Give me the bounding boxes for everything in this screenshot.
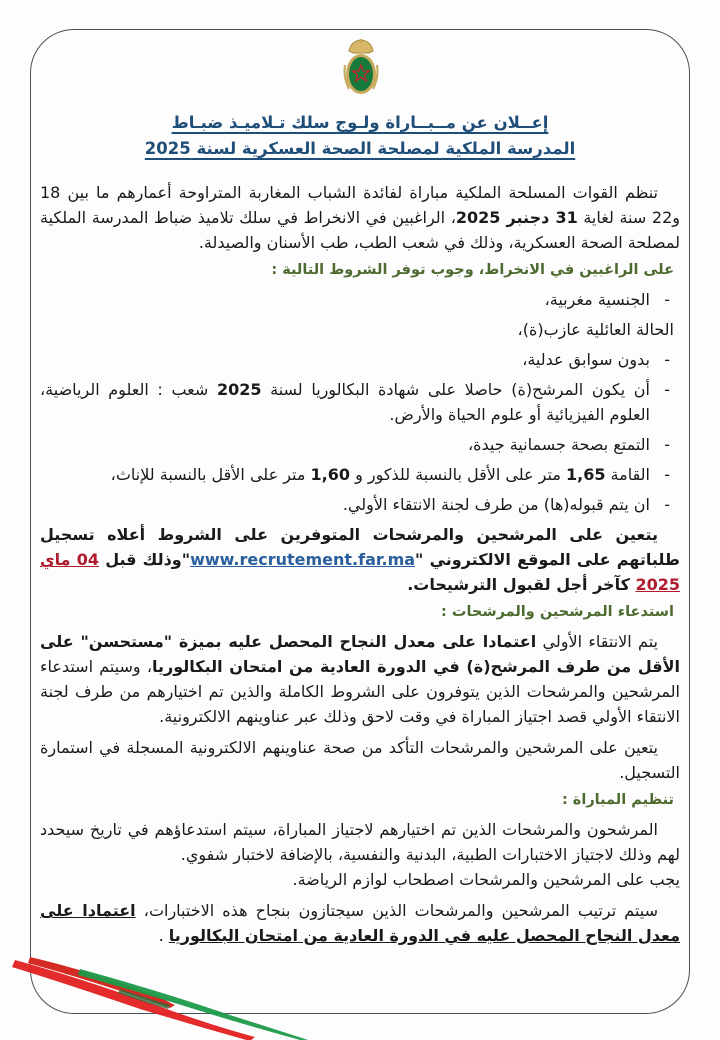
ranking-text: سيتم ترتيب المرشحين والمرشحات الذين سيجتازون بنجاح هذه الاختبارات، — [135, 901, 658, 920]
recruitment-website-link[interactable]: www.recrutement.far.ma — [190, 550, 416, 569]
condition-text: القامة — [605, 465, 650, 484]
announcement-body — [40, 180, 680, 948]
height-female: 1,60 — [310, 465, 351, 484]
condition-text: شعب : العلوم الرياضية، العلوم الفيزيائية أو علوم الحياة والأرض. — [40, 380, 650, 424]
ranking-text: . — [158, 926, 169, 945]
deadline-date: 04 ماي 2025 — [40, 550, 680, 594]
ranking-criteria: اعتمادا على معدل النجاح المحصل عليه في الدورة العادية من امتحان البكالوريا — [40, 901, 680, 945]
sports-gear-paragraph: يجب على المرشحين والمرشحات اصطحاب لوازم الرياضة. — [292, 870, 680, 889]
condition-item — [40, 377, 674, 427]
bullet-dash: - — [664, 435, 670, 454]
ranking-paragraph — [40, 898, 680, 948]
bac-year: 2025 — [216, 380, 262, 399]
condition-text: التمتع بصحة جسمانية جيدة، — [467, 435, 650, 454]
registration-text: "وذلك قبل — [99, 550, 191, 569]
registration-text: يتعين على المرشحين والمرشحات المتوفرين على الشروط أعلاه تسجيل طلباتهم على الموقع الالكتروني " — [40, 525, 680, 569]
intro-paragraph — [40, 180, 680, 255]
condition-item — [40, 287, 674, 312]
age-limit-date: 31 دجنبر 2025 — [455, 208, 578, 227]
organization-heading: تنظيم المباراة : — [561, 792, 674, 808]
bullet-dash: - — [664, 350, 670, 369]
morocco-flag-brush-icon — [10, 955, 310, 1040]
title-line-2: المدرسة الملكية لمصلحة الصحة العسكرية لسنة 2025 — [144, 139, 576, 158]
title-line-1: إعــلان عن مــبــاراة ولـوج سلك تـلاميـذ ضبـاط — [171, 113, 549, 132]
condition-text: الحالة العائلية عازب(ة)، — [517, 320, 674, 339]
condition-text: بدون سوابق عدلية، — [522, 350, 650, 369]
condition-item — [40, 317, 674, 342]
condition-text: ان يتم قبوله(ها) من طرف لجنة الانتقاء الأولي. — [342, 495, 650, 514]
bullet-dash: - — [664, 380, 670, 399]
condition-text: متر على الأقل بالنسبة للذكور و — [350, 465, 566, 484]
intro-text-2: ، الراغبين في الانخراط في سلك تلاميذ ضباط المدرسة الملكية لمصلحة الصحة العسكرية، وذلك في شعب الطب، طب الأسنان والصيدلة. — [40, 208, 680, 252]
registration-text: كآخر أجل لقبول الترشيحات. — [407, 575, 636, 594]
condition-item — [40, 432, 674, 457]
intro-text: تنظم القوات المسلحة الملكية مباراة لفائدة الشباب المغاربة المتراوحة أعمارهم ما بين 18 و22 سنة لغاية — [40, 183, 681, 227]
conditions-list — [40, 287, 680, 517]
bullet-dash: - — [664, 495, 670, 514]
royal-armed-forces-emblem-icon — [341, 37, 381, 99]
convocation-text: ، وسيتم استدعاء المرشحين والمرشحات الذين يتوفرون على الشروط الكاملة والذين تم اختيارهم من طرف لجنة الانتقاء الأولي قصد اجتياز المباراة في وقت لاحق وذلك عبر عناوينهم الالكترونية. — [40, 657, 680, 726]
condition-item — [40, 492, 674, 517]
conditions-heading: على الراغبين في الانخراط، وجوب توفر الشروط التالية : — [271, 262, 674, 278]
selection-criteria: اعتمادا على معدل النجاح المحصل عليه بميزة "مستحسن" على الأقل من طرف المرشح(ة) في الدورة العادية من امتحان البكالوريا — [40, 632, 681, 676]
condition-item — [40, 462, 674, 487]
announcement-title — [90, 110, 630, 162]
convocation-paragraph — [40, 629, 680, 729]
condition-text: أن يكون المرشح(ة) حاصلا على شهادة البكالوريا لسنة — [261, 380, 650, 399]
bullet-dash: - — [664, 290, 670, 309]
registration-paragraph — [40, 522, 680, 597]
convocation-text: يتم الانتقاء الأولي — [536, 632, 658, 651]
email-check-paragraph: يتعين على المرشحين والمرشحات التأكد من صحة عناوينهم الالكترونية المسجلة في استمارة التسجيل. — [40, 738, 680, 782]
exam-paragraph: المرشحون والمرشحات الذين تم اختيارهم لاجتياز المباراة، سيتم استدعاؤهم في تاريخ سيحدد لهم وذلك لاجتياز الاختبارات الطبية، البدنية والنفسية، بالإضافة لاختبار شفوي. — [40, 820, 680, 864]
condition-text: الجنسية مغربية، — [544, 290, 650, 309]
convocation-heading: استدعاء المرشحين والمرشحات : — [441, 604, 674, 620]
condition-item — [40, 347, 674, 372]
condition-text: متر على الأقل بالنسبة للإناث، — [110, 465, 311, 484]
bullet-dash: - — [664, 465, 670, 484]
height-male: 1,65 — [565, 465, 606, 484]
